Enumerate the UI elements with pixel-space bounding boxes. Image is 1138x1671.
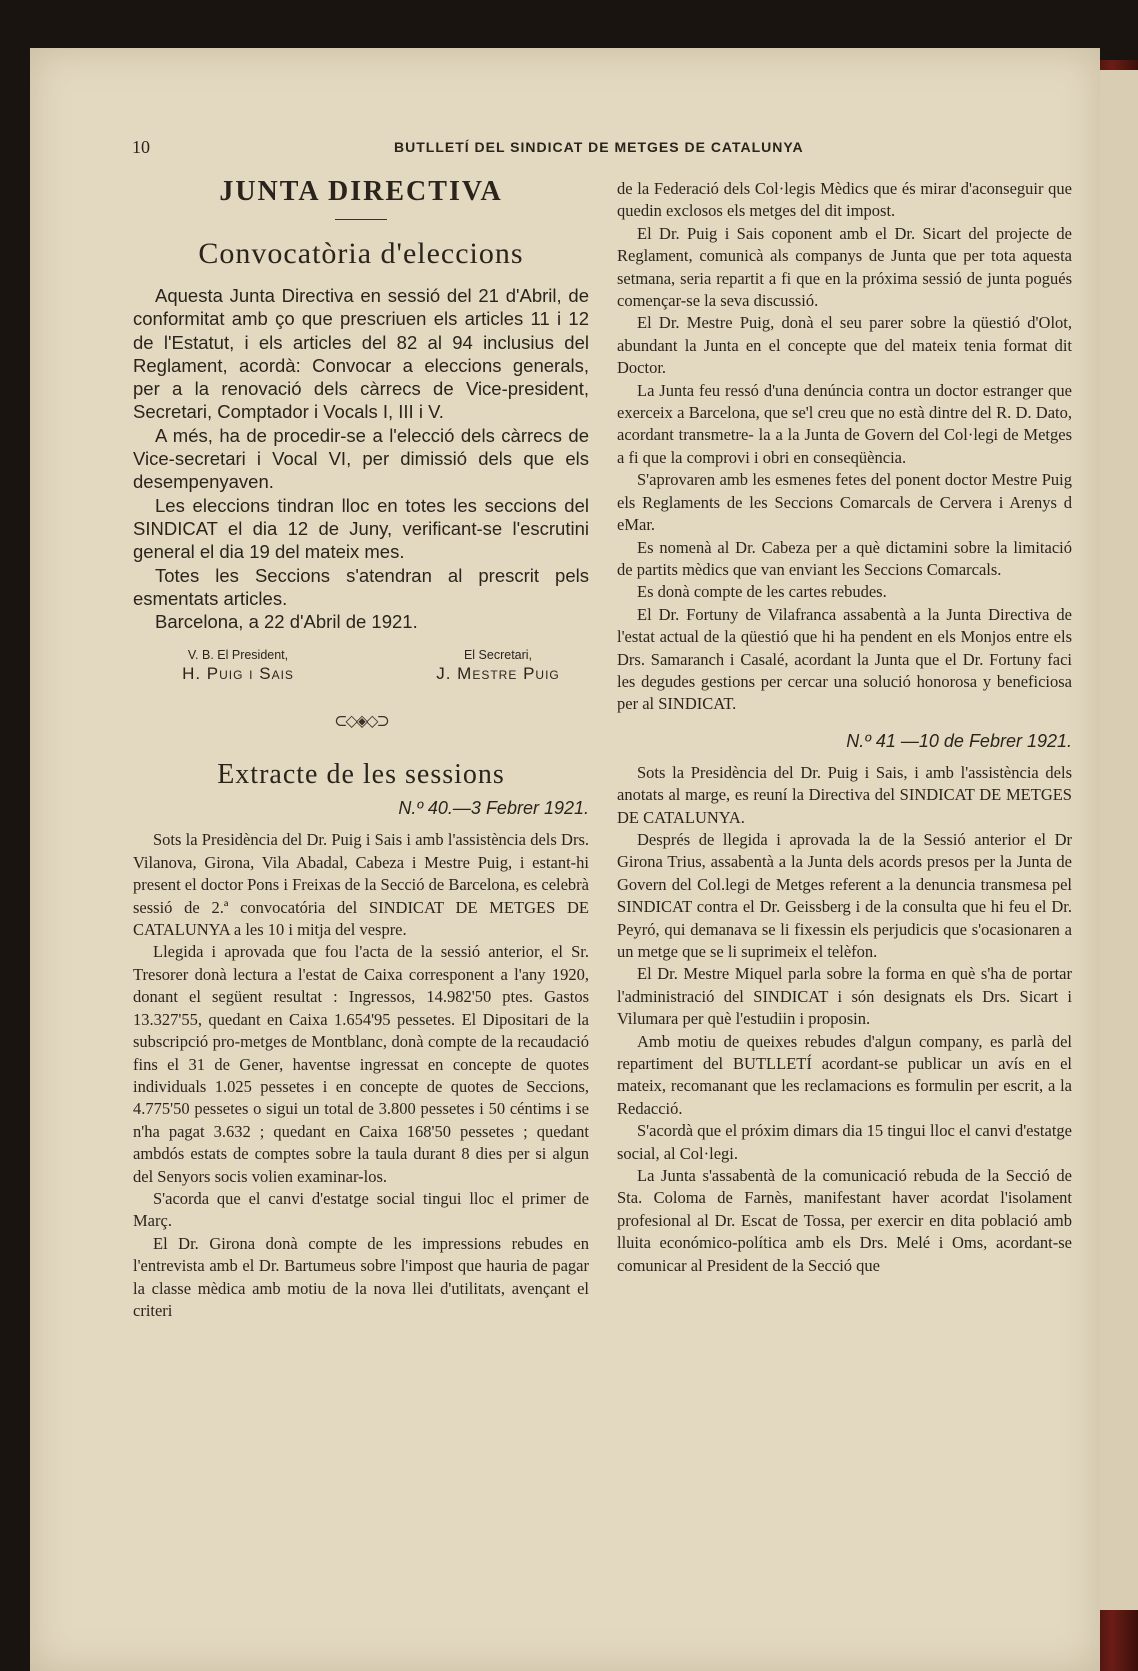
left-column [133,175,589,1322]
paragraph: Les eleccions tindran lloc en totes les seccions del SINDICAT el dia 12 de Juny, verificant-se l'escrutini general el dia 19 del mateix mes. [133,494,589,563]
signature-president [153,647,323,685]
paragraph: El Dr. Puig i Sais coponent amb el Dr. Sicart del projecte de Reglament, comunicà als companys de Junta que per tota aquesta setmana, seria repartit a fi que en la próxima sessió de junta pogués començar-se la seva discussió. [617,223,1072,311]
paragraph: Amb motiu de queixes rebudes d'algun company, es parlà del repartiment del BUTLLETÍ acordant-se publicar un avís en el mateix, recomanant que les reclamacions es formulin per escrit, a la Redacció. [617,1031,1072,1118]
ornament-divider-icon: ⊂◇◈◇⊃ [334,713,388,731]
heading-rule [335,219,387,220]
paragraph: El Dr. Fortuny de Vilafranca assabentà a la Junta Directiva de l'estat actual de la qüestió que hi ha pendent en els Monjos entre els Drs. Samaranch i Casalé, acordant la Junta que el Dr. Fortuny faci les degudes gestions per cercar una solució honorosa y beneficiosa per al SINDICAT. [617,604,1072,714]
paragraph: S'aprovaren amb les esmenes fetes del ponent doctor Mestre Puig els Reglaments de les Seccions Comarcals de Cervera i Arenys d eMar. [617,470,1072,535]
convocatoria-heading: Convocatòria d'eleccions [198,237,524,270]
convocatoria-body [133,284,589,633]
page-number: 10 [132,137,150,157]
paragraph: El Dr. Mestre Miquel parla sobre la forma en què s'ha de portar l'administració del SINDICAT i són designats els Drs. Sicart i Vilumara per què l'estudiin i proposin. [617,964,1072,1029]
paragraph: S'acorda que el canvi d'estatge social tingui lloc el primer de Març. [133,1188,589,1231]
paragraph: Després de llegida i aprovada la de la Sessió anterior el Dr Girona Trius, assabentà a la Junta dels acords presos per la Junta de Govern del Col.legi de Metges referent a la denuncia transmesa pel SINDICAT contra el Dr. Geissberg i de la consulta que hi feu el Dr. Peyró, qui demanava se li fixessin els perjudicis que s'ocasionaren a un metge que se li suprimeix el telèfon. [617,829,1072,961]
paragraph: S'acordà que el próxim dimars dia 15 tingui lloc el canvi d'estatge social, al Col·legi. [617,1121,1072,1163]
running-title: BUTLLETÍ DEL SINDICAT DE METGES DE CATALUNYA [394,139,804,155]
paragraph: Sots la Presidència del Dr. Puig i Sais, i amb l'assistència dels anotats al marge, es reuní la Directiva del SINDICAT DE METGES DE CATALUNYA. [617,762,1072,827]
paragraph: Es donà compte de les cartes rebudes. [637,582,887,602]
paragraph: A més, ha de procedir-se a l'elecció dels càrrecs de Vice-secretari i Vocal VI, per dimissió dels que els desempenyaven. [133,424,589,493]
junta-heading: JUNTA DIRECTIVA [219,176,503,207]
signature-role: El Secretari, [463,648,533,663]
paragraph: Llegida i aprovada que fou l'acta de la sessió anterior, el Sr. Tresorer donà lectura a l'estat de Caixa corresponent a l'any 1920, donant el següent resultat : Ingressos, 14.982'50 ptes. Gastos 13.327'55, quedant en Caixa 1.654'95 pessetes. El Dipositari de la subscripció pro-metges de Montblanc, donà compte de la recaudació fins el 31 de Gener, haventse ingressat en concepte de quotes individuals 1.025 pessetes i en concepte de quotes de Seccions, 4.775'50 pessetes o sigui un total de 3.800 pessetes i 50 céntims i se n'ha pagat 3.632 ; quedant en Caixa 168'50 pessetes ; quedant ambdós estats de comptes sobre la taula durant 8 dies per si algun del Senyors socis volien examinar-los. [133,942,589,1186]
paragraph: La Junta s'assabentà de la comunicació rebuda de la Secció de Sta. Coloma de Farnès, manifestant haver acordat l'isolament profesional al Dr. Escat de Tossa, per exercir en dita població amb lluita económico-política amb els Drs. Melé i Oms, acordant-se comunicar al President de la Secció que [617,1166,1072,1275]
paragraph: de la Federació dels Col·legis Mèdics que és mirar d'aconseguir que quedin exclosos els metges del dit impost. [617,179,1072,221]
session-41-body [617,762,1072,1277]
session-40-body [133,829,589,1322]
paragraph: El Dr. Girona donà compte de les impressions rebudes en l'entrevista amb el Dr. Bartumeus sobre l'impost que hauria de pagar la classe mèdica amb motiu de la nova llei d'utilitats, avençant el criteri [133,1233,589,1320]
paragraph: Aquesta Junta Directiva en sessió del 21 d'Abril, de conformitat amb ço que prescriuen els articles 11 i 12 de l'Estatut, i els articles del 82 al 94 inclusius del Reglament, acordà: Convocar a eleccions generals, per a la renovació dels càrrecs de Vice-president, Secretari, Comptador i Vocals I, III i V. [133,285,589,423]
paragraph: Totes les Seccions s'atendran al prescrit pels esmentats articles. [133,564,589,609]
next-page-edge [1098,70,1138,1610]
paragraph: El Dr. Mestre Puig, donà el seu parer sobre la qüestió d'Olot, abundant la Junta en el concepte que del mateix tenia format dit Doctor. [617,313,1072,378]
paragraph: Barcelona, a 22 d'Abril de 1921. [155,611,418,633]
signature-name: H. Puig i Sais [182,664,294,684]
signature-role: V. B. El President, [187,648,289,663]
right-column [617,178,1072,1277]
paragraph: Es nomenà al Dr. Cabeza per a què dictamini sobre la limitació de partits mèdics que van enviant les Seccions Comarcals. [617,537,1072,579]
page-header [104,137,1064,159]
paragraph: La Junta feu ressó d'una denúncia contra un doctor estranger que exerceix a Barcelona, que se'l creu que no està dintre del R. D. Dato, acordant transmetre- la a la Junta de Govern del Col·legi de Metges a fi que la comprovi i obri en conseqüència. [617,380,1072,467]
signature-secretary [403,647,593,685]
signatures [133,647,589,693]
extracte-heading: Extracte de les sessions [217,759,505,791]
session-40-continued [617,178,1072,716]
paragraph: Sots la Presidència del Dr. Puig i Sais i amb l'assistència dels Drs. Vilanova, Girona, Vila Abadal, Cabeza i Mestre Puig, i estant-hi present el doctor Pons i Freixas de la Secció de Barcelona, es celebrà sessió de 2.ª convocatória del SINDICAT DE METGES DE CATALUNYA a les 10 i mitja del vespre. [133,830,589,940]
session-40-date: N.º 40.—3 Febrer 1921. [398,798,589,819]
session-41-date: N.º 41 —10 de Febrer 1921. [846,730,1072,751]
signature-name: J. Mestre Puig [436,664,560,684]
